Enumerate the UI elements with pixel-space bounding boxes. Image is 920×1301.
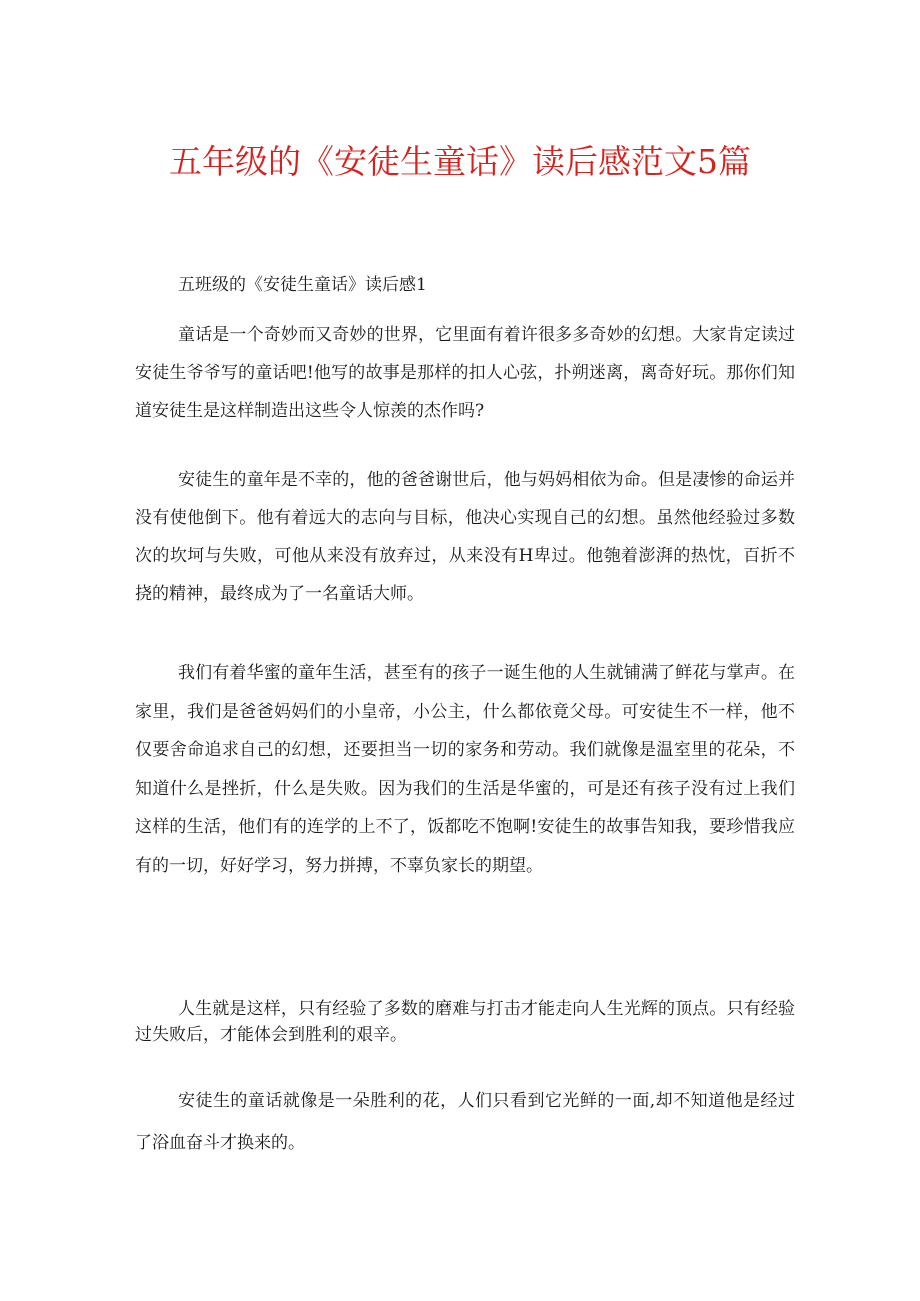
- section-heading: 五班级的《安徒生童话》读后感1: [178, 275, 427, 295]
- paragraph-1: 童话是一个奇妙而又奇妙的世界，它里面有着许很多多奇妙的幻想。大家肯定读过安徒生爷爷写的童话吧!他写的故事是那样的扣人心弦，扑朔迷离，离奇好玩。那你们知道安徒生是这样制造出这些令人惊羡的杰作吗?: [135, 325, 795, 421]
- document-title: 五年级的《安徒生童话》读后感范文5篇: [169, 142, 751, 181]
- paragraph-3: 我们有着华蜜的童年生活，甚至有的孩子一诞生他的人生就铺满了鲜花与掌声。在家里，我们是爸爸妈妈们的小皇帝，小公主，什么都依竟父母。可安徒生不一样，他不仅要舍命追求自己的幻想，还要担当一切的家务和劳动。我们就像是温室里的花朵，不知道什么是挫折，什么是失败。因为我们的生活是华蜜的，可是还有孩子没有过上我们这样的生活，他们有的连学的上不了，饭都吃不饱啊!安徒生的故事告知我，要珍惜我应有的一切，好好学习，努力拼搏，不辜负家长的期望。: [135, 663, 795, 876]
- paragraph-2: 安徒生的童年是不幸的，他的爸爸谢世后，他与妈妈相依为命。但是凄惨的命运并没有使他倒下。他有着远大的志向与目标，他决心实现自己的幻想。虽然他经验过多数次的坎坷与失败，可他从来没有放弃过，从来没有H卑过。他匏着澎湃的热忱，百折不挠的精神，最终成为了一名童话大师。: [135, 470, 795, 604]
- paragraph-4: 人生就是这样，只有经验了多数的磨难与打击才能走向人生光辉的顶点。只有经验过失败后，才能体会到胜利的艰辛。: [135, 999, 795, 1045]
- paragraph-5: 安徒生的童话就像是一朵胜利的花，人们只看到它光鲜的一面,却不知道他是经过了浴血奋斗才换来的。: [135, 1091, 795, 1153]
